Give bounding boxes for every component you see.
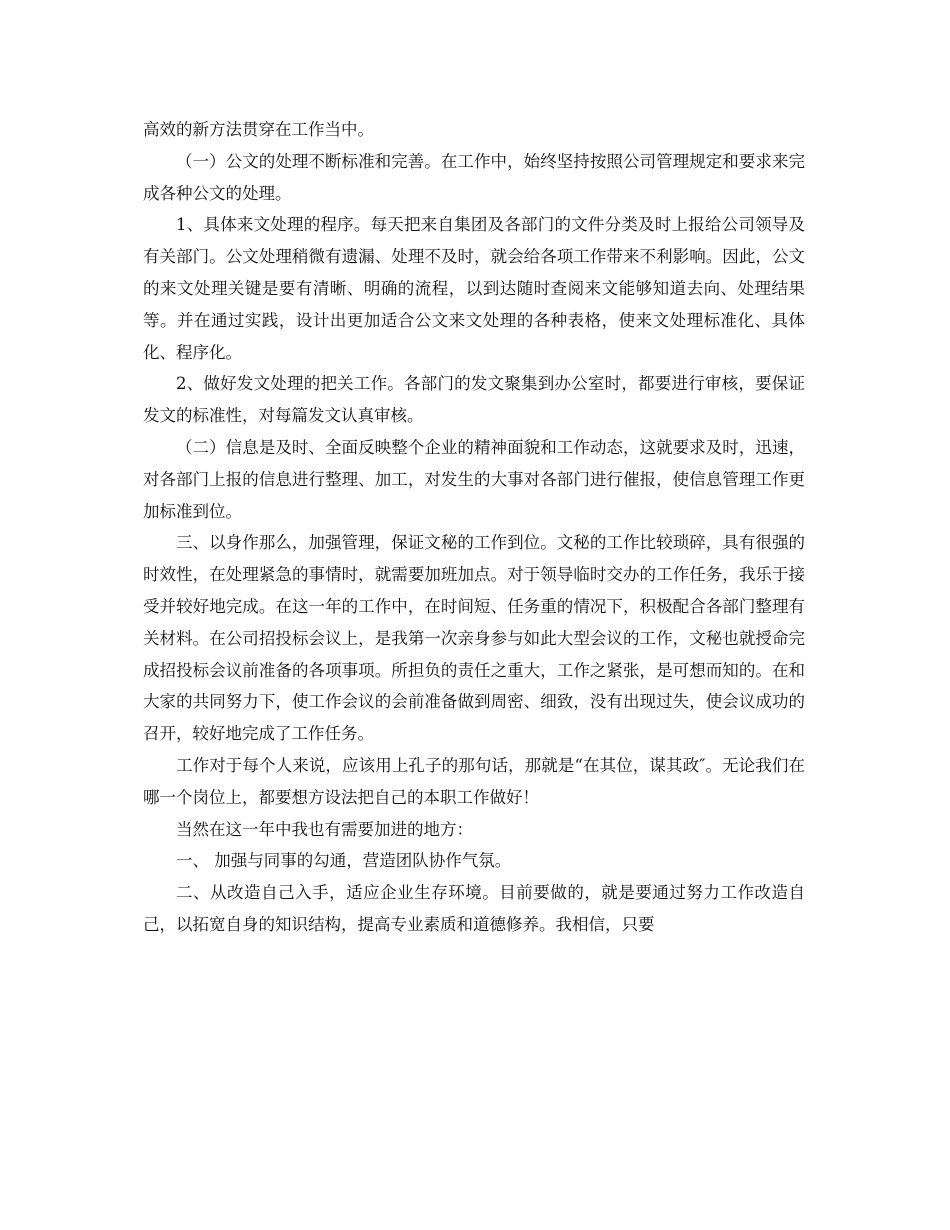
paragraph-8: 当然在这一年中我也有需要加进的地方：	[176, 819, 473, 839]
paragraph-6: 三、以身作那么，加强管理，保证文秘的工作到位。文秘的工作比较琐碎，具有很强的时效性，在处理紧急的事情时，就需要加班加点。对于领导临时交办的工作任务，我乐于接受并较好地完成。在这一年的工作中，在时间短、任务重的情况下，积极配合各部门整理有关材料。在公司招投标会议上，是我第一次亲身参与如此大型会议的工作，文秘也就授命完成招投标会议前准备的各项事项。所担负的责任之重大，工作之紧张，是可想而知的。在和大家的共同努力下，使工作会议的会前准备做到周密、细致，没有出现过失，使会议成功的召开，较好地完成了工作任务。	[143, 533, 805, 744]
paragraph-3: 1、具体来文处理的程序。每天把来自集团及各部门的文件分类及时上报给公司领导及有关部门。公文处理稍微有遗漏、处理不及时，就会给各项工作带来不利影响。因此，公文的来文处理关键是要有清晰、明确的流程，以到达随时查阅来文能够知道去向、处理结果等。并在通过实践，设计出更加适合公文来文处理的各种表格，使来文处理标准化、具体化、程序化。	[143, 215, 805, 362]
paragraph-7: 工作对于每个人来说，应该用上孔子的那句话，那就是“在其位，谋其政″。无论我们在哪一个岗位上，都要想方设法把自己的本职工作做好！	[143, 755, 805, 807]
paragraph-10: 二、从改造自己入手，适应企业生存环境。目前要做的，就是要通过努力工作改造自己，以拓宽自身的知识结构，提高专业素质和道德修养。我相信，只要	[143, 883, 805, 934]
paragraph-5: （二）信息是及时、全面反映整个企业的精神面貌和工作动态，这就要求及时，迅速，对各部门上报的信息进行整理、加工，对发生的大事对各部门进行催报，使信息管理工作更加标准到位。	[143, 437, 805, 521]
paragraph-9: 一、 加强与同事的勾通，营造团队协作气氛。	[176, 851, 512, 871]
document-body	[143, 114, 805, 941]
paragraph-4: 2、做好发文处理的把关工作。各部门的发文聚集到办公室时，都要进行审核，要保证发文的标准性，对每篇发文认真审核。	[143, 374, 805, 426]
paragraph-1: 高效的新方法贯穿在工作当中。	[143, 120, 374, 139]
paragraph-2: （一）公文的处理不断标准和完善。在工作中，始终坚持按照公司管理规定和要求来完成各种公文的处理。	[143, 151, 805, 203]
